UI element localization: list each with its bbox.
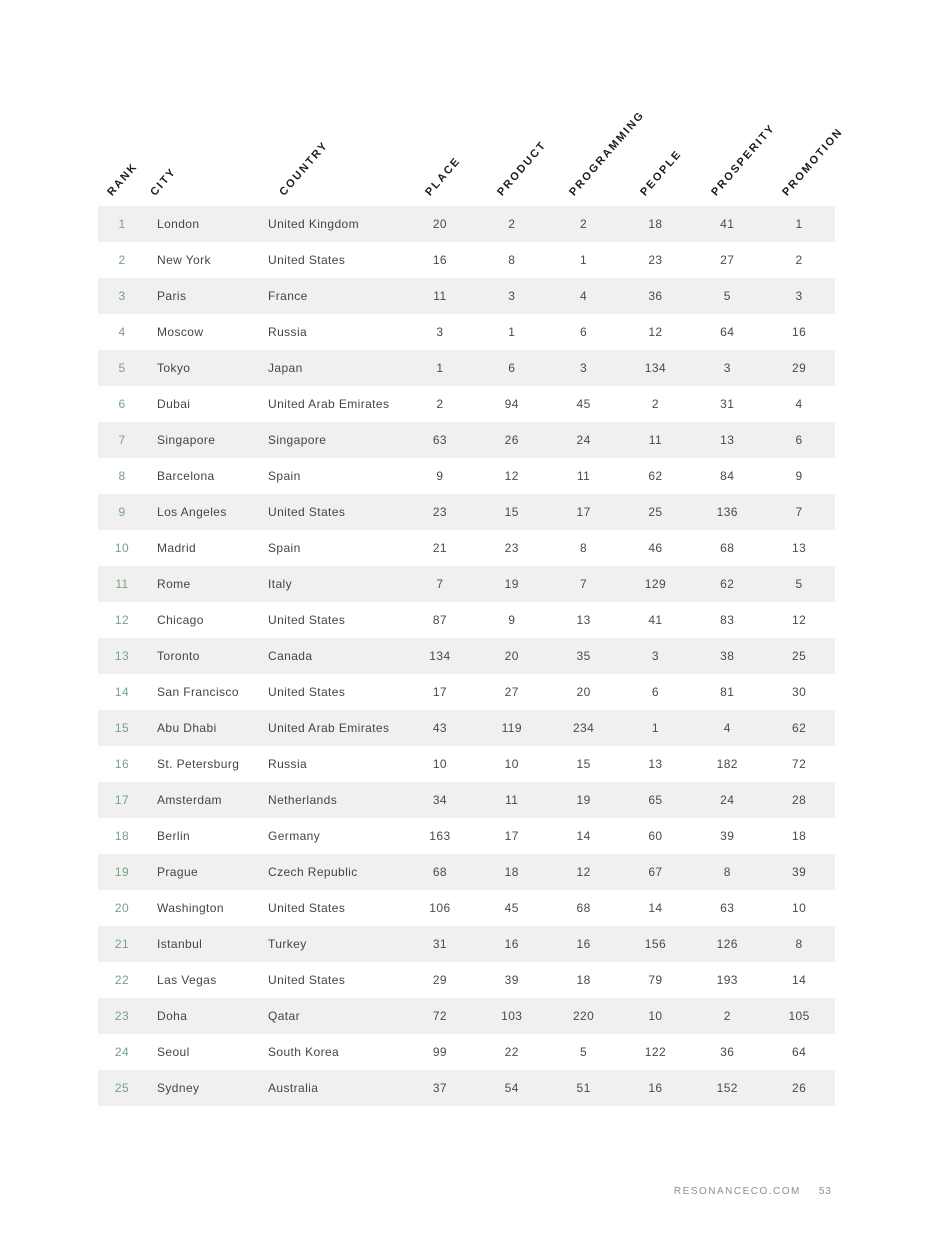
cell-promotion: 10 [792, 901, 807, 915]
cell-prosperity: 8 [723, 865, 731, 879]
cell-prosperity: 63 [720, 901, 735, 915]
cell-product: 12 [504, 469, 519, 483]
cell-promotion: 64 [792, 1045, 807, 1059]
column-header-promotion: PROMOTION [780, 125, 846, 199]
table-row [98, 854, 835, 890]
cell-people: 25 [648, 505, 663, 519]
cell-city: New York [157, 253, 211, 267]
cell-promotion: 30 [792, 685, 807, 699]
cell-promotion: 29 [792, 361, 807, 375]
cell-product: 18 [504, 865, 519, 879]
cell-people: 156 [644, 937, 667, 951]
cell-prosperity: 193 [716, 973, 738, 987]
column-header-rank: RANK [105, 160, 141, 199]
cell-programming: 14 [576, 829, 591, 843]
cell-prosperity: 39 [720, 829, 735, 843]
column-header-product: PRODUCT [495, 138, 550, 199]
cell-place: 11 [433, 289, 447, 303]
cell-country: Australia [268, 1081, 319, 1095]
cell-rank: 24 [114, 1045, 130, 1059]
cell-promotion: 3 [795, 289, 803, 303]
cell-programming: 3 [580, 361, 588, 375]
cell-prosperity: 36 [720, 1045, 735, 1059]
cell-product: 103 [501, 1009, 523, 1023]
cell-city: San Francisco [157, 685, 239, 699]
table-row [98, 782, 835, 818]
cell-rank: 7 [118, 433, 126, 447]
cell-people: 16 [648, 1081, 663, 1095]
cell-product: 3 [508, 289, 516, 303]
cell-people: 13 [648, 757, 663, 771]
table-row [98, 530, 835, 566]
cell-prosperity: 13 [720, 433, 735, 447]
cell-rank: 4 [118, 325, 126, 339]
cell-country: Turkey [268, 937, 307, 951]
cell-prosperity: 81 [720, 685, 735, 699]
table-row [98, 458, 835, 494]
cell-programming: 4 [580, 289, 588, 303]
cell-rank: 21 [114, 937, 130, 951]
cell-place: 29 [432, 973, 447, 987]
cell-prosperity: 152 [716, 1081, 738, 1095]
cell-rank: 20 [114, 901, 130, 915]
cell-product: 54 [504, 1081, 519, 1095]
table-column-headers [0, 0, 930, 206]
cell-prosperity: 62 [720, 577, 735, 591]
cell-product: 16 [504, 937, 519, 951]
cell-city: Paris [157, 289, 187, 303]
cell-country: Czech Republic [268, 865, 358, 879]
cell-prosperity: 68 [720, 541, 735, 555]
cell-people: 134 [644, 361, 667, 375]
cell-people: 36 [648, 289, 663, 303]
column-header-place: PLACE [423, 154, 464, 199]
cell-city: Amsterdam [157, 793, 222, 807]
cell-rank: 10 [114, 541, 130, 555]
cell-city: Doha [157, 1009, 188, 1023]
cell-rank: 23 [114, 1009, 130, 1023]
cell-people: 3 [651, 649, 659, 663]
cell-prosperity: 5 [723, 289, 731, 303]
cell-prosperity: 38 [720, 649, 735, 663]
cell-rank: 1 [118, 217, 126, 231]
cell-promotion: 4 [795, 397, 803, 411]
cell-country: United Arab Emirates [268, 721, 390, 735]
cell-people: 129 [644, 577, 667, 591]
cell-city: Abu Dhabi [157, 721, 217, 735]
column-header-programming: PROGRAMMING [567, 108, 648, 199]
cell-programming: 68 [576, 901, 591, 915]
table-row [98, 602, 835, 638]
footer-page-number: 53 [818, 1186, 832, 1197]
cell-place: 43 [432, 721, 447, 735]
cell-people: 41 [648, 613, 663, 627]
cell-place: 21 [432, 541, 447, 555]
cell-country: Russia [268, 325, 308, 339]
table-row [98, 386, 835, 422]
cell-rank: 14 [114, 685, 130, 699]
cell-country: South Korea [268, 1045, 340, 1059]
footer-site-text: RESONANCECO.COM [673, 1186, 801, 1197]
column-header-prosperity: PROSPERITY [709, 121, 778, 199]
cell-city: Sydney [157, 1081, 200, 1095]
cell-people: 122 [644, 1045, 667, 1059]
cell-people: 60 [648, 829, 663, 843]
cell-people: 62 [648, 469, 663, 483]
cell-programming: 20 [576, 685, 591, 699]
cell-country: Netherlands [268, 793, 338, 807]
cell-programming: 18 [576, 973, 591, 987]
cell-product: 26 [504, 433, 519, 447]
cell-prosperity: 3 [723, 361, 731, 375]
cell-prosperity: 126 [716, 937, 738, 951]
cell-promotion: 14 [792, 973, 807, 987]
cell-city: Prague [157, 865, 199, 879]
cell-programming: 1 [580, 253, 588, 267]
cell-programming: 51 [576, 1081, 591, 1095]
cell-prosperity: 84 [720, 469, 735, 483]
cell-prosperity: 27 [720, 253, 735, 267]
cell-place: 63 [432, 433, 447, 447]
cell-rank: 22 [114, 973, 130, 987]
cell-product: 119 [501, 721, 522, 735]
cell-place: 9 [436, 469, 444, 483]
table-row [98, 710, 835, 746]
cell-people: 18 [648, 217, 663, 231]
cell-rank: 16 [114, 757, 130, 771]
cell-country: United States [268, 973, 346, 987]
table-row [98, 566, 835, 602]
cell-people: 65 [648, 793, 663, 807]
cell-city: Barcelona [157, 469, 215, 483]
table-row [98, 1070, 835, 1106]
cell-city: St. Petersburg [157, 757, 240, 771]
cell-place: 17 [432, 685, 447, 699]
cell-rank: 5 [118, 361, 126, 375]
cell-programming: 11 [576, 469, 591, 483]
table-row [98, 998, 835, 1034]
cell-programming: 17 [576, 505, 591, 519]
cell-product: 10 [504, 757, 519, 771]
cell-people: 12 [648, 325, 663, 339]
cell-place: 87 [432, 613, 447, 627]
cell-rank: 11 [115, 577, 129, 591]
cell-programming: 220 [572, 1009, 595, 1023]
cell-programming: 5 [580, 1045, 588, 1059]
cell-place: 163 [429, 829, 451, 843]
cell-programming: 16 [576, 937, 591, 951]
cell-place: 1 [436, 361, 444, 375]
page-footer [674, 1186, 832, 1197]
cell-promotion: 9 [795, 469, 803, 483]
cell-place: 20 [432, 217, 447, 231]
cell-place: 10 [432, 757, 447, 771]
cell-city: Las Vegas [157, 973, 217, 987]
cell-country: France [268, 289, 308, 303]
cell-country: United States [268, 253, 346, 267]
cell-promotion: 8 [795, 937, 803, 951]
cell-city: Moscow [157, 325, 204, 339]
cell-programming: 45 [576, 397, 591, 411]
cell-country: Singapore [268, 433, 327, 447]
cell-promotion: 62 [792, 721, 807, 735]
city-ranking-table [98, 206, 835, 1106]
cell-country: Canada [268, 649, 313, 663]
cell-prosperity: 136 [716, 505, 738, 519]
cell-prosperity: 64 [720, 325, 735, 339]
table-row [98, 818, 835, 854]
cell-product: 17 [504, 829, 519, 843]
cell-promotion: 2 [795, 253, 803, 267]
cell-place: 99 [432, 1045, 447, 1059]
table-row [98, 926, 835, 962]
cell-prosperity: 182 [716, 757, 738, 771]
cell-city: Madrid [157, 541, 197, 555]
cell-country: United Arab Emirates [268, 397, 390, 411]
cell-place: 7 [436, 577, 444, 591]
table-row [98, 242, 835, 278]
cell-programming: 8 [580, 541, 588, 555]
column-header-country: COUNTRY [277, 139, 331, 199]
cell-promotion: 1 [795, 217, 803, 231]
cell-programming: 2 [580, 217, 588, 231]
cell-product: 11 [505, 793, 519, 807]
cell-programming: 12 [576, 865, 591, 879]
table-row [98, 638, 835, 674]
cell-product: 27 [504, 685, 519, 699]
cell-rank: 25 [114, 1081, 130, 1095]
cell-product: 9 [508, 613, 516, 627]
cell-people: 1 [651, 721, 659, 735]
cell-people: 11 [648, 433, 663, 447]
cell-city: Los Angeles [157, 505, 227, 519]
column-header-city: CITY [148, 165, 179, 199]
cell-city: Berlin [157, 829, 191, 843]
cell-product: 19 [504, 577, 519, 591]
cell-product: 20 [504, 649, 519, 663]
cell-programming: 35 [576, 649, 591, 663]
cell-prosperity: 24 [720, 793, 735, 807]
cell-programming: 15 [576, 757, 591, 771]
table-row [98, 350, 835, 386]
table-row [98, 746, 835, 782]
cell-people: 6 [651, 685, 659, 699]
cell-rank: 19 [114, 865, 130, 879]
cell-prosperity: 4 [723, 721, 731, 735]
table-row [98, 890, 835, 926]
cell-country: Germany [268, 829, 321, 843]
cell-people: 46 [648, 541, 663, 555]
cell-rank: 12 [114, 613, 130, 627]
table-row [98, 962, 835, 998]
cell-city: Istanbul [157, 937, 203, 951]
cell-product: 1 [508, 325, 516, 339]
cell-rank: 18 [114, 829, 130, 843]
cell-programming: 13 [576, 613, 591, 627]
cell-product: 2 [508, 217, 516, 231]
cell-people: 10 [648, 1009, 663, 1023]
column-header-people: PEOPLE [638, 147, 685, 199]
table-row [98, 1034, 835, 1070]
cell-place: 2 [436, 397, 444, 411]
cell-city: Seoul [157, 1045, 190, 1059]
cell-country: United Kingdom [268, 217, 359, 231]
cell-rank: 2 [118, 253, 126, 267]
cell-promotion: 39 [792, 865, 807, 879]
cell-product: 8 [508, 253, 516, 267]
cell-programming: 7 [580, 577, 588, 591]
cell-country: United States [268, 901, 346, 915]
cell-promotion: 105 [788, 1009, 810, 1023]
cell-place: 134 [429, 649, 451, 663]
cell-promotion: 6 [795, 433, 803, 447]
cell-promotion: 72 [792, 757, 807, 771]
cell-rank: 9 [118, 505, 126, 519]
table-row [98, 206, 835, 242]
cell-city: Tokyo [157, 361, 191, 375]
cell-rank: 17 [114, 793, 130, 807]
cell-prosperity: 83 [720, 613, 735, 627]
cell-product: 6 [508, 361, 516, 375]
cell-place: 31 [432, 937, 447, 951]
cell-promotion: 18 [792, 829, 807, 843]
cell-promotion: 26 [792, 1081, 807, 1095]
cell-city: Dubai [157, 397, 191, 411]
cell-product: 94 [504, 397, 519, 411]
cell-place: 3 [436, 325, 444, 339]
table-row [98, 674, 835, 710]
cell-people: 23 [648, 253, 663, 267]
cell-programming: 234 [572, 721, 595, 735]
cell-city: Rome [157, 577, 191, 591]
cell-place: 16 [432, 253, 447, 267]
cell-promotion: 5 [795, 577, 803, 591]
table-row [98, 422, 835, 458]
cell-place: 37 [432, 1081, 447, 1095]
cell-city: Toronto [157, 649, 200, 663]
cell-programming: 6 [580, 325, 588, 339]
cell-programming: 19 [576, 793, 591, 807]
cell-product: 22 [504, 1045, 519, 1059]
cell-country: Japan [268, 361, 303, 375]
cell-city: Washington [157, 901, 224, 915]
cell-rank: 13 [114, 649, 130, 663]
cell-city: Chicago [157, 613, 204, 627]
cell-promotion: 16 [792, 325, 807, 339]
cell-product: 15 [504, 505, 519, 519]
cell-country: Italy [268, 577, 293, 591]
cell-promotion: 28 [792, 793, 807, 807]
table-row [98, 314, 835, 350]
cell-country: United States [268, 505, 346, 519]
cell-place: 72 [432, 1009, 447, 1023]
cell-promotion: 7 [795, 505, 803, 519]
cell-country: Spain [268, 469, 301, 483]
cell-promotion: 13 [792, 541, 807, 555]
cell-product: 39 [504, 973, 519, 987]
cell-place: 68 [432, 865, 447, 879]
cell-place: 23 [432, 505, 447, 519]
cell-place: 106 [429, 901, 451, 915]
cell-people: 79 [648, 973, 663, 987]
cell-product: 23 [504, 541, 519, 555]
cell-place: 34 [432, 793, 447, 807]
table-row [98, 278, 835, 314]
cell-country: Russia [268, 757, 308, 771]
cell-people: 14 [648, 901, 663, 915]
cell-prosperity: 41 [720, 217, 735, 231]
cell-programming: 24 [576, 433, 591, 447]
cell-prosperity: 2 [723, 1009, 731, 1023]
cell-promotion: 12 [792, 613, 807, 627]
cell-rank: 3 [118, 289, 126, 303]
cell-people: 2 [651, 397, 659, 411]
cell-people: 67 [648, 865, 663, 879]
cell-prosperity: 31 [720, 397, 735, 411]
cell-city: London [157, 217, 200, 231]
cell-product: 45 [504, 901, 519, 915]
table-row [98, 494, 835, 530]
cell-rank: 15 [114, 721, 130, 735]
cell-promotion: 25 [792, 649, 807, 663]
cell-country: United States [268, 685, 346, 699]
cell-city: Singapore [157, 433, 216, 447]
cell-country: Qatar [268, 1009, 301, 1023]
cell-rank: 6 [118, 397, 126, 411]
cell-country: United States [268, 613, 346, 627]
cell-country: Spain [268, 541, 301, 555]
cell-rank: 8 [118, 469, 126, 483]
